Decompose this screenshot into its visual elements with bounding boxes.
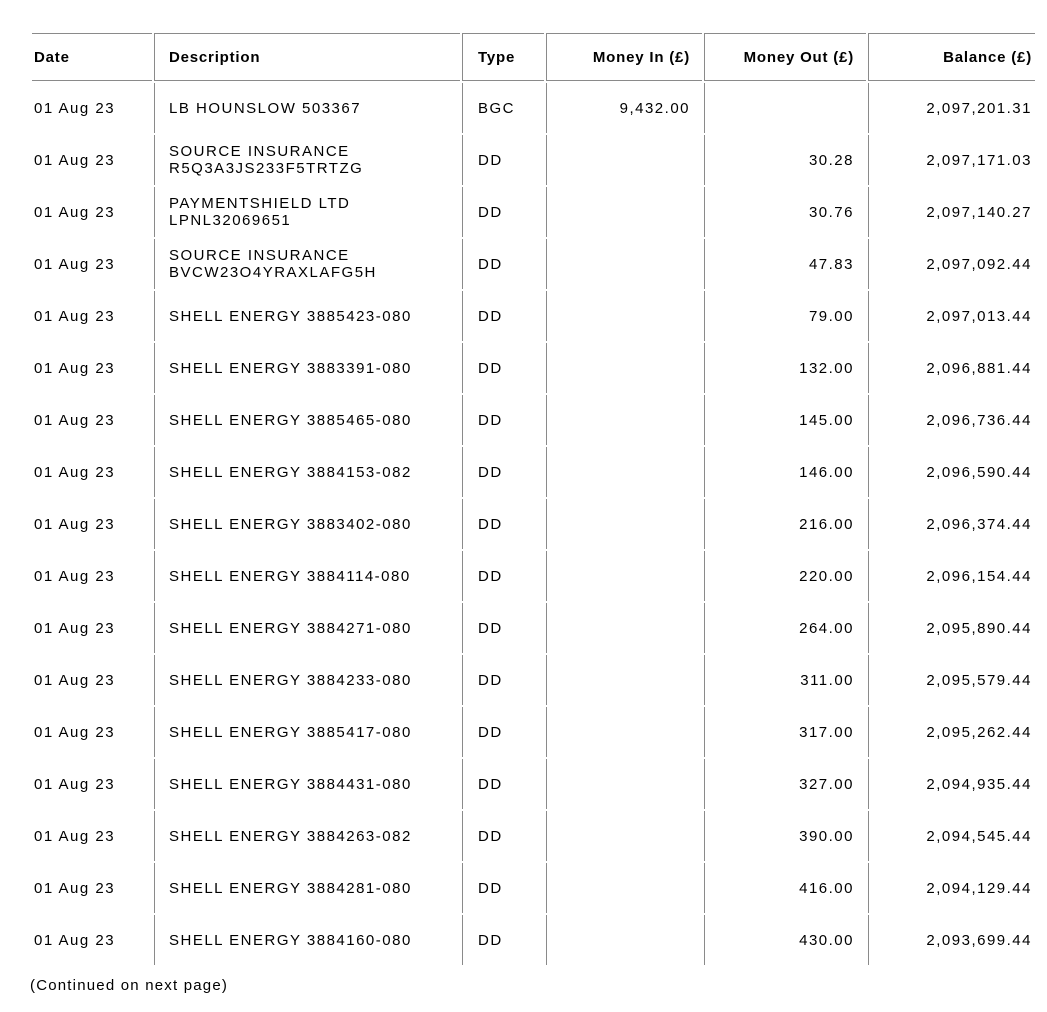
table-body <box>32 83 1035 965</box>
cell-money-in <box>546 863 702 913</box>
cell-money-in <box>546 343 702 393</box>
cell-date: 01 Aug 23 <box>34 879 116 897</box>
table-row <box>32 551 1035 601</box>
cell-type: DD <box>462 811 544 861</box>
cell-money-out: 30.76 <box>704 187 866 237</box>
cell-balance: 2,094,935.44 <box>868 759 1035 809</box>
cell-description: SHELL ENERGY 3884263-082 <box>154 811 460 861</box>
table-row <box>32 187 1035 237</box>
cell-date: 01 Aug 23 <box>34 203 116 221</box>
cell-balance: 2,097,140.27 <box>868 187 1035 237</box>
cell-balance: 2,093,699.44 <box>868 915 1035 965</box>
cell-balance: 2,096,881.44 <box>868 343 1035 393</box>
cell-balance: 2,096,374.44 <box>868 499 1035 549</box>
table-row <box>32 603 1035 653</box>
cell-balance: 2,096,736.44 <box>868 395 1035 445</box>
cell-description: SHELL ENERGY 3884281-080 <box>154 863 460 913</box>
cell-date: 01 Aug 23 <box>34 151 116 169</box>
cell-date: 01 Aug 23 <box>34 463 116 481</box>
column-header: Description <box>154 33 460 81</box>
transactions-table <box>30 31 1037 967</box>
cell-type: DD <box>462 395 544 445</box>
cell-type: DD <box>462 759 544 809</box>
cell-balance: 2,094,129.44 <box>868 863 1035 913</box>
cell-date: 01 Aug 23 <box>34 307 116 325</box>
cell-description: LB HOUNSLOW 503367 <box>154 83 460 133</box>
table-row <box>32 915 1035 965</box>
table-row <box>32 707 1035 757</box>
cell-date: 01 Aug 23 <box>34 567 116 585</box>
cell-description: SHELL ENERGY 3884114-080 <box>154 551 460 601</box>
cell-balance: 2,097,171.03 <box>868 135 1035 185</box>
cell-money-out: 317.00 <box>704 707 866 757</box>
cell-money-out: 430.00 <box>704 915 866 965</box>
cell-money-in <box>546 811 702 861</box>
cell-description: SHELL ENERGY 3884431-080 <box>154 759 460 809</box>
cell-description: SHELL ENERGY 3885465-080 <box>154 395 460 445</box>
cell-balance: 2,094,545.44 <box>868 811 1035 861</box>
cell-type: BGC <box>462 83 544 133</box>
column-header: Money In (£) <box>546 33 702 81</box>
cell-description: SOURCE INSURANCE BVCW23O4YRAXLAFG5H <box>154 239 460 289</box>
table-row <box>32 499 1035 549</box>
header-row <box>32 33 1035 81</box>
table-row <box>32 239 1035 289</box>
cell-date: 01 Aug 23 <box>34 99 116 117</box>
cell-money-out: 30.28 <box>704 135 866 185</box>
table-row <box>32 863 1035 913</box>
table-row <box>32 343 1035 393</box>
cell-money-in: 9,432.00 <box>546 83 702 133</box>
cell-balance: 2,097,013.44 <box>868 291 1035 341</box>
cell-date: 01 Aug 23 <box>34 931 116 949</box>
cell-type: DD <box>462 707 544 757</box>
cell-type: DD <box>462 343 544 393</box>
table-row <box>32 811 1035 861</box>
table-row <box>32 655 1035 705</box>
cell-balance: 2,095,262.44 <box>868 707 1035 757</box>
cell-description: SHELL ENERGY 3885417-080 <box>154 707 460 757</box>
cell-type: DD <box>462 447 544 497</box>
cell-description: SHELL ENERGY 3884271-080 <box>154 603 460 653</box>
cell-description: SHELL ENERGY 3884160-080 <box>154 915 460 965</box>
cell-type: DD <box>462 655 544 705</box>
cell-money-out: 220.00 <box>704 551 866 601</box>
cell-money-out: 146.00 <box>704 447 866 497</box>
cell-type: DD <box>462 551 544 601</box>
column-header: Money Out (£) <box>704 33 866 81</box>
cell-date: 01 Aug 23 <box>34 515 116 533</box>
cell-money-in <box>546 551 702 601</box>
cell-type: DD <box>462 291 544 341</box>
cell-description: SHELL ENERGY 3884233-080 <box>154 655 460 705</box>
cell-money-in <box>546 499 702 549</box>
cell-money-in <box>546 603 702 653</box>
table-row <box>32 395 1035 445</box>
cell-description: SHELL ENERGY 3883391-080 <box>154 343 460 393</box>
cell-money-out: 416.00 <box>704 863 866 913</box>
cell-date: 01 Aug 23 <box>34 619 116 637</box>
table-row <box>32 759 1035 809</box>
cell-money-out: 264.00 <box>704 603 866 653</box>
cell-money-out <box>704 83 866 133</box>
cell-date: 01 Aug 23 <box>34 775 116 793</box>
cell-money-in <box>546 655 702 705</box>
cell-money-in <box>546 135 702 185</box>
cell-date: 01 Aug 23 <box>34 671 116 689</box>
cell-type: DD <box>462 135 544 185</box>
cell-balance: 2,095,890.44 <box>868 603 1035 653</box>
column-header: Balance (£) <box>868 33 1035 81</box>
cell-date: 01 Aug 23 <box>34 411 116 429</box>
cell-money-in <box>546 447 702 497</box>
cell-balance: 2,096,590.44 <box>868 447 1035 497</box>
table-row <box>32 135 1035 185</box>
table-row <box>32 291 1035 341</box>
cell-type: DD <box>462 603 544 653</box>
cell-money-in <box>546 759 702 809</box>
cell-date: 01 Aug 23 <box>34 255 116 273</box>
cell-type: DD <box>462 499 544 549</box>
cell-money-in <box>546 187 702 237</box>
cell-description: SHELL ENERGY 3885423-080 <box>154 291 460 341</box>
table-row <box>32 83 1035 133</box>
cell-money-out: 216.00 <box>704 499 866 549</box>
column-header: Date <box>32 33 152 81</box>
cell-money-out: 47.83 <box>704 239 866 289</box>
cell-description: SHELL ENERGY 3884153-082 <box>154 447 460 497</box>
cell-type: DD <box>462 187 544 237</box>
cell-balance: 2,095,579.44 <box>868 655 1035 705</box>
cell-money-out: 327.00 <box>704 759 866 809</box>
cell-money-out: 79.00 <box>704 291 866 341</box>
table-row <box>32 447 1035 497</box>
cell-date: 01 Aug 23 <box>34 827 116 845</box>
cell-date: 01 Aug 23 <box>34 723 116 741</box>
cell-date: 01 Aug 23 <box>34 359 116 377</box>
cell-money-in <box>546 915 702 965</box>
cell-description: SOURCE INSURANCE R5Q3A3JS233F5TRTZG <box>154 135 460 185</box>
cell-description: SHELL ENERGY 3883402-080 <box>154 499 460 549</box>
cell-money-out: 132.00 <box>704 343 866 393</box>
cell-balance: 2,097,201.31 <box>868 83 1035 133</box>
cell-balance: 2,096,154.44 <box>868 551 1035 601</box>
cell-type: DD <box>462 239 544 289</box>
cell-type: DD <box>462 863 544 913</box>
cell-money-in <box>546 239 702 289</box>
continuation-note: (Continued on next page) <box>30 977 229 994</box>
cell-type: DD <box>462 915 544 965</box>
cell-money-in <box>546 395 702 445</box>
cell-money-out: 390.00 <box>704 811 866 861</box>
cell-money-out: 311.00 <box>704 655 866 705</box>
cell-money-in <box>546 291 702 341</box>
cell-description: PAYMENTSHIELD LTD LPNL32069651 <box>154 187 460 237</box>
cell-money-out: 145.00 <box>704 395 866 445</box>
cell-balance: 2,097,092.44 <box>868 239 1035 289</box>
column-header: Type <box>462 33 544 81</box>
cell-money-in <box>546 707 702 757</box>
